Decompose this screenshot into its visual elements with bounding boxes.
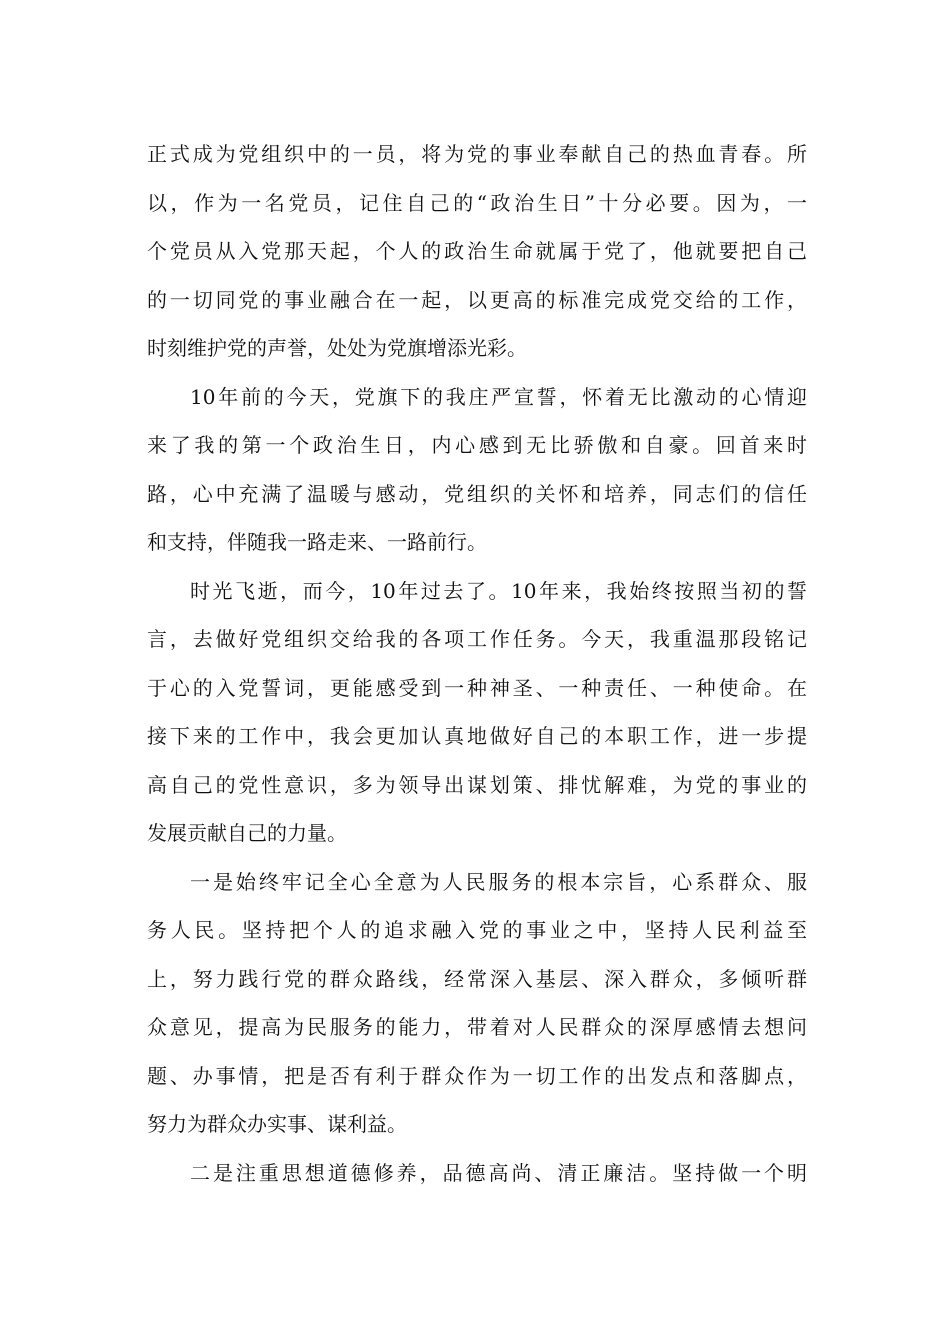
- text-line: 众意见，提高为民服务的能力，带着对人民群众的深厚感情去想问: [147, 1015, 807, 1039]
- text-line: 个党员从入党那天起，个人的政治生命就属于党了，他就要把自己: [147, 239, 807, 263]
- text-line: 时刻维护党的声誉，处处为党旗增添光彩。: [147, 336, 527, 360]
- text-line: 努力为群众办实事、谋利益。: [147, 1112, 407, 1136]
- text-line: 10年前的今天，党旗下的我庄严宣誓，怀着无比激动的心情迎: [190, 384, 807, 409]
- text-line: 和支持，伴随我一路走来、一路前行。: [147, 530, 487, 554]
- text-line: 务人民。坚持把个人的追求融入党的事业之中，坚持人民利益至: [147, 918, 807, 942]
- text-line: 一是始终牢记全心全意为人民服务的根本宗旨，心系群众、服: [190, 869, 807, 894]
- text-line: 题、办事情，把是否有利于群众作为一切工作的出发点和落脚点，: [147, 1063, 807, 1088]
- body-text: [147, 130, 807, 1197]
- text-line: 正式成为党组织中的一员，将为党的事业奉献自己的热血青春。所: [147, 142, 807, 166]
- text-line: 上，努力践行党的群众路线，经常深入基层、深入群众，多倾听群: [147, 966, 807, 991]
- text-line: 的一切同党的事业融合在一起，以更高的标准完成党交给的工作，: [147, 287, 807, 312]
- text-line: 接下来的工作中，我会更加认真地做好自己的本职工作，进一步提: [147, 724, 807, 748]
- text-line: 时光飞逝，而今，10年过去了。10年来，我始终按照当初的誓: [190, 578, 807, 603]
- text-line: 发展贡献自己的力量。: [147, 821, 347, 845]
- text-line: 于心的入党誓词，更能感受到一种神圣、一种责任、一种使命。在: [147, 675, 807, 700]
- text-line: 路，心中充满了温暖与感动，党组织的关怀和培养，同志们的信任: [147, 481, 807, 506]
- text-line: 来了我的第一个政治生日，内心感到无比骄傲和自豪。回首来时: [147, 433, 807, 457]
- text-line: 言，去做好党组织交给我的各项工作任务。今天，我重温那段铭记: [147, 627, 807, 651]
- text-line: 二是注重思想道德修养，品德高尚、清正廉洁。坚持做一个明: [190, 1160, 807, 1185]
- text-line: 高自己的党性意识，多为领导出谋划策、排忧解难，为党的事业的: [147, 772, 807, 797]
- text-line: 以，作为一名党员，记住自己的“政治生日”十分必要。因为，一: [147, 190, 807, 215]
